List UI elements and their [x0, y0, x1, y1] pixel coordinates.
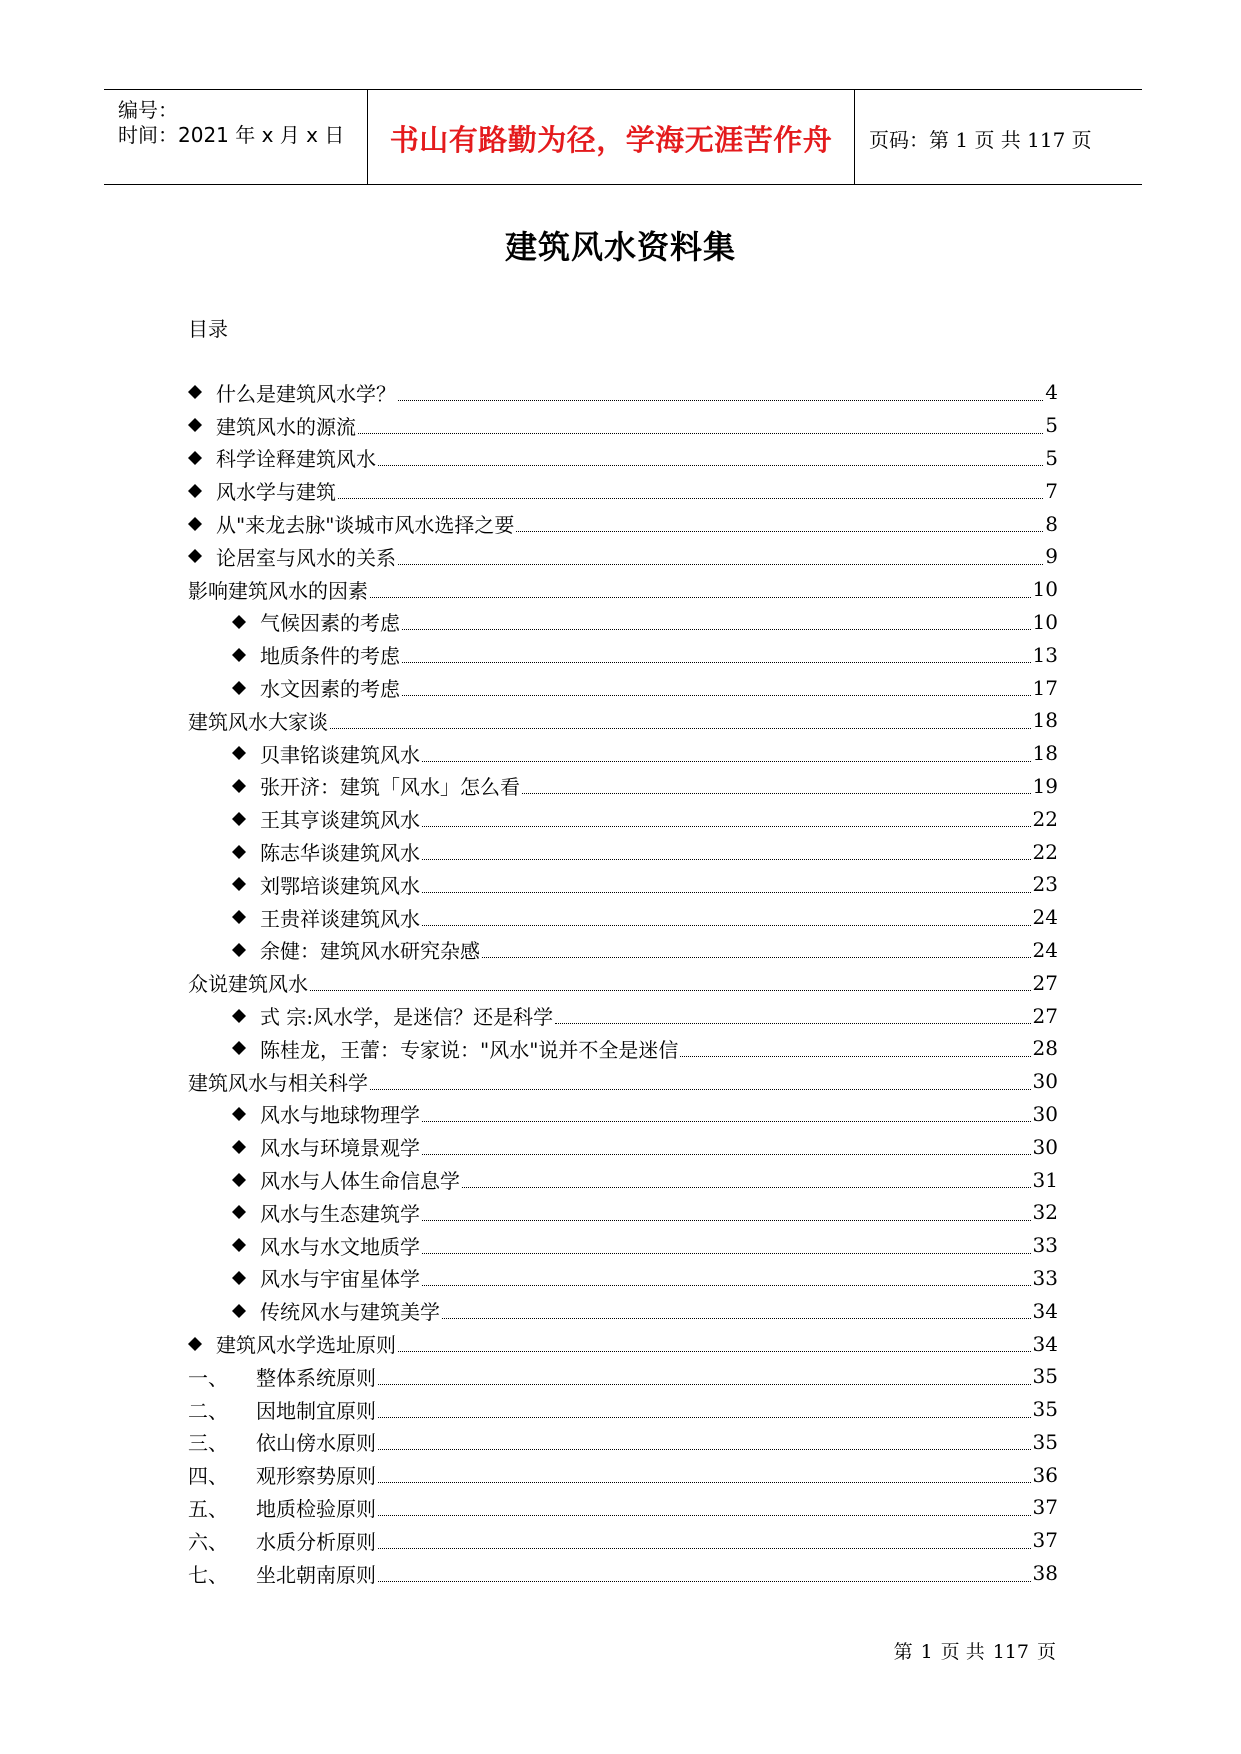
- toc-entry-label: 风水与水文地质学: [260, 1234, 420, 1259]
- toc-entry-page: 13: [1032, 642, 1058, 667]
- toc-entry-label: 影响建筑风水的因素: [188, 578, 368, 603]
- toc-entry[interactable]: [188, 1294, 1058, 1327]
- toc-entry-label: 建筑风水与相关科学: [188, 1070, 368, 1095]
- diamond-bullet-icon: [232, 1304, 246, 1318]
- diamond-bullet-icon: [188, 451, 202, 465]
- toc-entry[interactable]: [188, 835, 1058, 868]
- toc-entry[interactable]: [188, 966, 1058, 999]
- toc-dot-leader: [422, 806, 1031, 827]
- toc-entry[interactable]: [188, 376, 1058, 409]
- toc-entry-page: 5: [1045, 445, 1058, 470]
- toc-entry-page: 35: [1032, 1429, 1058, 1454]
- toc-dot-leader: [330, 708, 1031, 729]
- toc-entry-page: 18: [1032, 741, 1058, 766]
- toc-dot-leader: [338, 478, 1043, 499]
- toc-entry-page: 34: [1032, 1298, 1058, 1323]
- toc-entry-page: 10: [1032, 577, 1058, 602]
- toc-entry[interactable]: [188, 1130, 1058, 1163]
- toc-dot-leader: [422, 1265, 1031, 1286]
- toc-entry[interactable]: [188, 1426, 1058, 1459]
- toc-entry[interactable]: [188, 1327, 1058, 1360]
- toc-entry[interactable]: [188, 1393, 1058, 1426]
- toc-entry-label: 式 宗:风水学，是迷信？还是科学: [260, 1005, 554, 1030]
- toc-entry-number: 四、: [188, 1464, 228, 1489]
- toc-entry-number: 三、: [188, 1431, 228, 1456]
- toc-entry[interactable]: [188, 474, 1058, 507]
- toc-entry-label: 水文因素的考虑: [260, 677, 400, 702]
- toc-entry[interactable]: [188, 1491, 1058, 1524]
- toc-entry-number: 一、: [188, 1365, 228, 1390]
- header-motto-cell: [367, 90, 855, 184]
- toc-entry-label: 风水与宇宙星体学: [260, 1267, 420, 1292]
- toc-entry[interactable]: [188, 606, 1058, 639]
- toc-entry-page: 17: [1032, 675, 1058, 700]
- toc-dot-leader: [398, 544, 1043, 565]
- toc-dot-leader: [378, 1561, 1031, 1582]
- toc-entry-label: 风水与生态建筑学: [260, 1201, 420, 1226]
- toc-entry-label: 坐北朝南原则: [256, 1562, 376, 1587]
- diamond-bullet-icon: [232, 1238, 246, 1252]
- toc-entry-page: 22: [1032, 839, 1058, 864]
- toc-entry-page: 7: [1045, 478, 1058, 503]
- toc-dot-leader: [422, 839, 1031, 860]
- toc-entry[interactable]: [188, 507, 1058, 540]
- toc-dot-leader: [378, 1364, 1031, 1385]
- diamond-bullet-icon: [232, 1271, 246, 1285]
- toc-entry[interactable]: [188, 770, 1058, 803]
- diamond-bullet-icon: [232, 746, 246, 760]
- toc-entry-page: 28: [1032, 1036, 1058, 1061]
- toc-entry[interactable]: [188, 1196, 1058, 1229]
- toc-entry-page: 33: [1032, 1233, 1058, 1258]
- toc-entry[interactable]: [188, 638, 1058, 671]
- toc-dot-leader: [522, 773, 1031, 794]
- toc-entry-page: 8: [1045, 511, 1058, 536]
- toc-dot-leader: [422, 1101, 1031, 1122]
- toc-entry-label: 贝聿铭谈建筑风水: [260, 742, 420, 767]
- table-of-contents: [188, 376, 1058, 1589]
- toc-entry-label: 风水与地球物理学: [260, 1103, 420, 1128]
- toc-dot-leader: [310, 970, 1031, 991]
- header-page-cell: [855, 90, 1142, 184]
- toc-entry-label: 从"来龙去脉"谈城市风水选择之要: [216, 513, 515, 538]
- toc-entry-label: 建筑风水学选址原则: [216, 1333, 396, 1357]
- footer-total-pages: 117: [992, 1641, 1029, 1663]
- toc-dot-leader: [398, 1331, 1031, 1352]
- diamond-bullet-icon: [188, 517, 202, 531]
- toc-entry-page: 9: [1045, 544, 1058, 569]
- toc-entry-page: 18: [1032, 708, 1058, 733]
- toc-entry[interactable]: [188, 901, 1058, 934]
- toc-entry[interactable]: [188, 1360, 1058, 1393]
- toc-entry-label: 陈志华谈建筑风水: [260, 841, 420, 866]
- toc-entry-number: 七、: [188, 1562, 228, 1587]
- toc-entry-label: 观形察势原则: [256, 1464, 376, 1489]
- toc-entry-label: 风水与人体生命信息学: [260, 1169, 460, 1194]
- toc-entry-label: 什么是建筑风水学？: [216, 381, 396, 406]
- toc-entry-page: 34: [1032, 1331, 1058, 1356]
- toc-entry-page: 35: [1032, 1397, 1058, 1422]
- toc-entry-number: 五、: [188, 1496, 228, 1521]
- toc-dot-leader: [378, 1429, 1031, 1450]
- page-footer: [894, 1637, 1056, 1664]
- toc-dot-leader: [370, 577, 1031, 598]
- toc-dot-leader: [378, 1397, 1031, 1418]
- toc-entry[interactable]: [188, 1032, 1058, 1065]
- toc-entry-label: 张开济：建筑「风水」怎么看: [260, 775, 520, 800]
- toc-entry-page: 19: [1032, 773, 1058, 798]
- toc-entry-page: 38: [1032, 1561, 1058, 1586]
- toc-entry-page: 24: [1032, 937, 1058, 962]
- toc-entry-page: 36: [1032, 1462, 1058, 1487]
- toc-entry[interactable]: [188, 1458, 1058, 1491]
- toc-dot-leader: [442, 1298, 1031, 1319]
- diamond-bullet-icon: [232, 1009, 246, 1023]
- toc-entry-page: 31: [1032, 1167, 1058, 1192]
- diamond-bullet-icon: [232, 845, 246, 859]
- footer-suffix: 页: [1036, 1641, 1056, 1663]
- toc-entry-page: 32: [1032, 1200, 1058, 1225]
- toc-entry[interactable]: [188, 934, 1058, 967]
- diamond-bullet-icon: [188, 418, 202, 432]
- toc-entry[interactable]: [188, 573, 1058, 606]
- toc-entry-label: 气候因素的考虑: [260, 611, 400, 636]
- toc-entry-label: 科学诠释建筑风水: [216, 447, 376, 472]
- toc-entry-page: 23: [1032, 872, 1058, 897]
- toc-dot-leader: [378, 1528, 1031, 1549]
- toc-entry-label: 建筑风水的源流: [216, 414, 356, 439]
- toc-dot-leader: [422, 1134, 1031, 1155]
- toc-entry-page: 35: [1032, 1364, 1058, 1389]
- document-title: 建筑风水资料集: [504, 228, 736, 266]
- toc-entry-number: 二、: [188, 1398, 228, 1423]
- header-motto: 书山有路勤为径，学海无涯苦作舟: [389, 123, 833, 157]
- toc-entry[interactable]: [188, 999, 1058, 1032]
- toc-entry-page: 30: [1032, 1101, 1058, 1126]
- toc-dot-leader: [402, 609, 1031, 630]
- toc-dot-leader: [378, 1495, 1031, 1516]
- toc-entry-page: 5: [1045, 413, 1058, 438]
- header-meta-cell: [104, 90, 367, 184]
- toc-entry[interactable]: [188, 1065, 1058, 1098]
- toc-entry-label: 传统风水与建筑美学: [260, 1300, 440, 1325]
- diamond-bullet-icon: [188, 549, 202, 563]
- diamond-bullet-icon: [232, 910, 246, 924]
- toc-dot-leader: [370, 1069, 1031, 1090]
- footer-prefix: 第: [893, 1641, 913, 1663]
- toc-dot-leader: [422, 872, 1031, 893]
- toc-entry[interactable]: [188, 704, 1058, 737]
- diamond-bullet-icon: [232, 877, 246, 891]
- toc-entry-page: 10: [1032, 609, 1058, 634]
- toc-entry[interactable]: [188, 1262, 1058, 1295]
- toc-dot-leader: [680, 1036, 1030, 1057]
- toc-entry[interactable]: [188, 1229, 1058, 1262]
- toc-entry[interactable]: [188, 1557, 1058, 1590]
- toc-dot-leader: [378, 1462, 1031, 1483]
- toc-entry[interactable]: [188, 442, 1058, 475]
- toc-entry-label: 整体系统原则: [256, 1365, 376, 1390]
- toc-entry[interactable]: [188, 540, 1058, 573]
- diamond-bullet-icon: [232, 615, 246, 629]
- toc-dot-leader: [555, 1003, 1030, 1024]
- toc-entry-label: 风水与环境景观学: [260, 1136, 420, 1161]
- toc-dot-leader: [398, 380, 1043, 401]
- document-header: [104, 89, 1142, 185]
- toc-entry-page: 30: [1032, 1069, 1058, 1094]
- toc-dot-leader: [402, 675, 1031, 696]
- toc-entry-label: 地质条件的考虑: [260, 644, 400, 669]
- toc-entry-label: 水质分析原则: [256, 1529, 376, 1554]
- toc-entry-label: 王贵祥谈建筑风水: [260, 906, 420, 931]
- toc-entry-page: 27: [1032, 970, 1058, 995]
- toc-entry-label: 论居室与风水的关系: [216, 545, 396, 570]
- toc-entry-page: 4: [1045, 380, 1058, 405]
- toc-entry[interactable]: [188, 1098, 1058, 1131]
- toc-entry-label: 因地制宜原则: [256, 1398, 376, 1423]
- footer-current-page: 1: [920, 1641, 933, 1663]
- toc-entry-page: 27: [1032, 1003, 1058, 1028]
- toc-entry-label: 众说建筑风水: [188, 972, 308, 997]
- diamond-bullet-icon: [232, 681, 246, 695]
- toc-entry-label: 陈桂龙，王蕾：专家说："风水"说并不全是迷信: [260, 1037, 679, 1062]
- toc-entry-page: 24: [1032, 905, 1058, 930]
- toc-entry-label: 地质检验原则: [256, 1496, 376, 1521]
- toc-entry[interactable]: [188, 737, 1058, 770]
- toc-entry[interactable]: [188, 802, 1058, 835]
- toc-entry[interactable]: [188, 1524, 1058, 1557]
- diamond-bullet-icon: [188, 385, 202, 399]
- diamond-bullet-icon: [232, 648, 246, 662]
- diamond-bullet-icon: [232, 812, 246, 826]
- diamond-bullet-icon: [232, 1140, 246, 1154]
- toc-entry-number: 六、: [188, 1529, 228, 1554]
- toc-heading: 目录: [188, 317, 228, 341]
- footer-middle: 页 共: [940, 1641, 985, 1663]
- toc-entry-page: 37: [1032, 1495, 1058, 1520]
- diamond-bullet-icon: [232, 1107, 246, 1121]
- diamond-bullet-icon: [232, 1205, 246, 1219]
- toc-dot-leader: [422, 1200, 1031, 1221]
- toc-entry[interactable]: [188, 671, 1058, 704]
- toc-entry[interactable]: [188, 1163, 1058, 1196]
- toc-entry-label: 建筑风水大家谈: [188, 709, 328, 734]
- header-page-info: 页码：第 1 页 共 117 页: [869, 128, 1092, 152]
- toc-entry-page: 33: [1032, 1265, 1058, 1290]
- document-number-label: 编号：: [118, 98, 178, 122]
- toc-dot-leader: [358, 413, 1043, 434]
- toc-dot-leader: [462, 1167, 1031, 1188]
- toc-dot-leader: [402, 642, 1031, 663]
- diamond-bullet-icon: [232, 1041, 246, 1055]
- toc-entry-page: 37: [1032, 1528, 1058, 1553]
- toc-dot-leader: [422, 905, 1031, 926]
- toc-entry[interactable]: [188, 409, 1058, 442]
- toc-entry-label: 风水学与建筑: [216, 480, 336, 505]
- diamond-bullet-icon: [232, 943, 246, 957]
- document-time-label: 时间：2021 年 x 月 x 日: [118, 123, 345, 147]
- toc-dot-leader: [422, 741, 1031, 762]
- toc-entry-label: 余健：建筑风水研究杂感: [260, 939, 480, 964]
- toc-entry-label: 王其亨谈建筑风水: [260, 808, 420, 833]
- diamond-bullet-icon: [232, 1173, 246, 1187]
- toc-entry-page: 22: [1032, 806, 1058, 831]
- diamond-bullet-icon: [232, 779, 246, 793]
- toc-entry-label: 依山傍水原则: [256, 1431, 376, 1456]
- diamond-bullet-icon: [188, 484, 202, 498]
- toc-dot-leader: [378, 445, 1043, 466]
- toc-dot-leader: [482, 937, 1031, 958]
- toc-entry-label: 刘鄂培谈建筑风水: [260, 873, 420, 898]
- toc-entry[interactable]: [188, 868, 1058, 901]
- toc-entry-page: 30: [1032, 1134, 1058, 1159]
- diamond-bullet-icon: [188, 1337, 202, 1351]
- toc-dot-leader: [516, 511, 1043, 532]
- toc-dot-leader: [422, 1233, 1031, 1254]
